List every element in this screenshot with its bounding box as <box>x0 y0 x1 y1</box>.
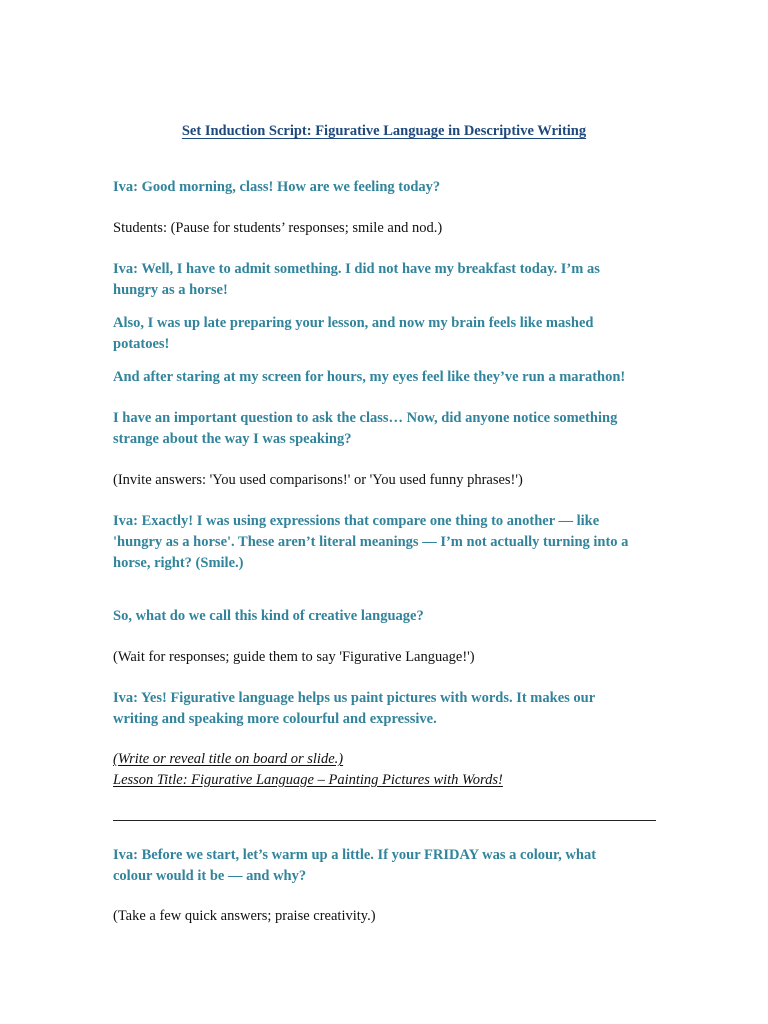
teacher-line-eyes: And after staring at my screen for hours, my eyes feel like they’ve run a marathon! <box>113 369 626 385</box>
quick-answers-note: (Take a few quick answers; praise creativity.) <box>113 908 376 924</box>
student-response-note: Students: (Pause for students’ responses; smile and nod.) <box>113 220 443 236</box>
teacher-line-breakfast-1: Iva: Well, I have to admit something. I did not have my breakfast today. I’m as <box>113 261 600 277</box>
teacher-line-warmup-1: Iva: Before we start, let’s warm up a little. If your FRIDAY was a colour, what <box>113 847 597 863</box>
document-title: Set Induction Script: Figurative Language in Descriptive Writing <box>181 123 587 139</box>
teacher-line-brain-2: potatoes! <box>113 336 170 352</box>
teacher-line-exactly-2: 'hungry as a horse'. These aren’t literal meanings — I’m not actually turning into a <box>113 534 629 550</box>
section-divider <box>113 820 656 821</box>
teacher-line-yes-1: Iva: Yes! Figurative language helps us paint pictures with words. It makes our <box>113 690 596 706</box>
wait-responses-note: (Wait for responses; guide them to say 'Figurative Language!') <box>113 649 475 665</box>
teacher-line-breakfast-2: hungry as a horse! <box>113 282 228 298</box>
teacher-line-exactly-1: Iva: Exactly! I was using expressions that compare one thing to another — like <box>113 513 600 529</box>
reveal-title-note: (Write or reveal title on board or slide.) <box>113 751 344 767</box>
lesson-title-note: Lesson Title: Figurative Language – Painting Pictures with Words! <box>113 772 503 788</box>
teacher-line-what-call: So, what do we call this kind of creative language? <box>113 608 424 624</box>
teacher-line-question-1: I have an important question to ask the class… Now, did anyone notice something <box>113 410 618 426</box>
teacher-line-warmup-2: colour would it be — and why? <box>113 868 307 884</box>
teacher-line-yes-2: writing and speaking more colourful and expressive. <box>113 711 437 727</box>
teacher-line-brain-1: Also, I was up late preparing your lesson, and now my brain feels like mashed <box>113 315 594 331</box>
teacher-line-exactly-3: horse, right? (Smile.) <box>113 555 244 571</box>
teacher-line-greeting: Iva: Good morning, class! How are we feeling today? <box>113 179 441 195</box>
invite-answers-note: (Invite answers: 'You used comparisons!' or 'You used funny phrases!') <box>113 472 523 488</box>
teacher-line-question-2: strange about the way I was speaking? <box>113 431 352 447</box>
